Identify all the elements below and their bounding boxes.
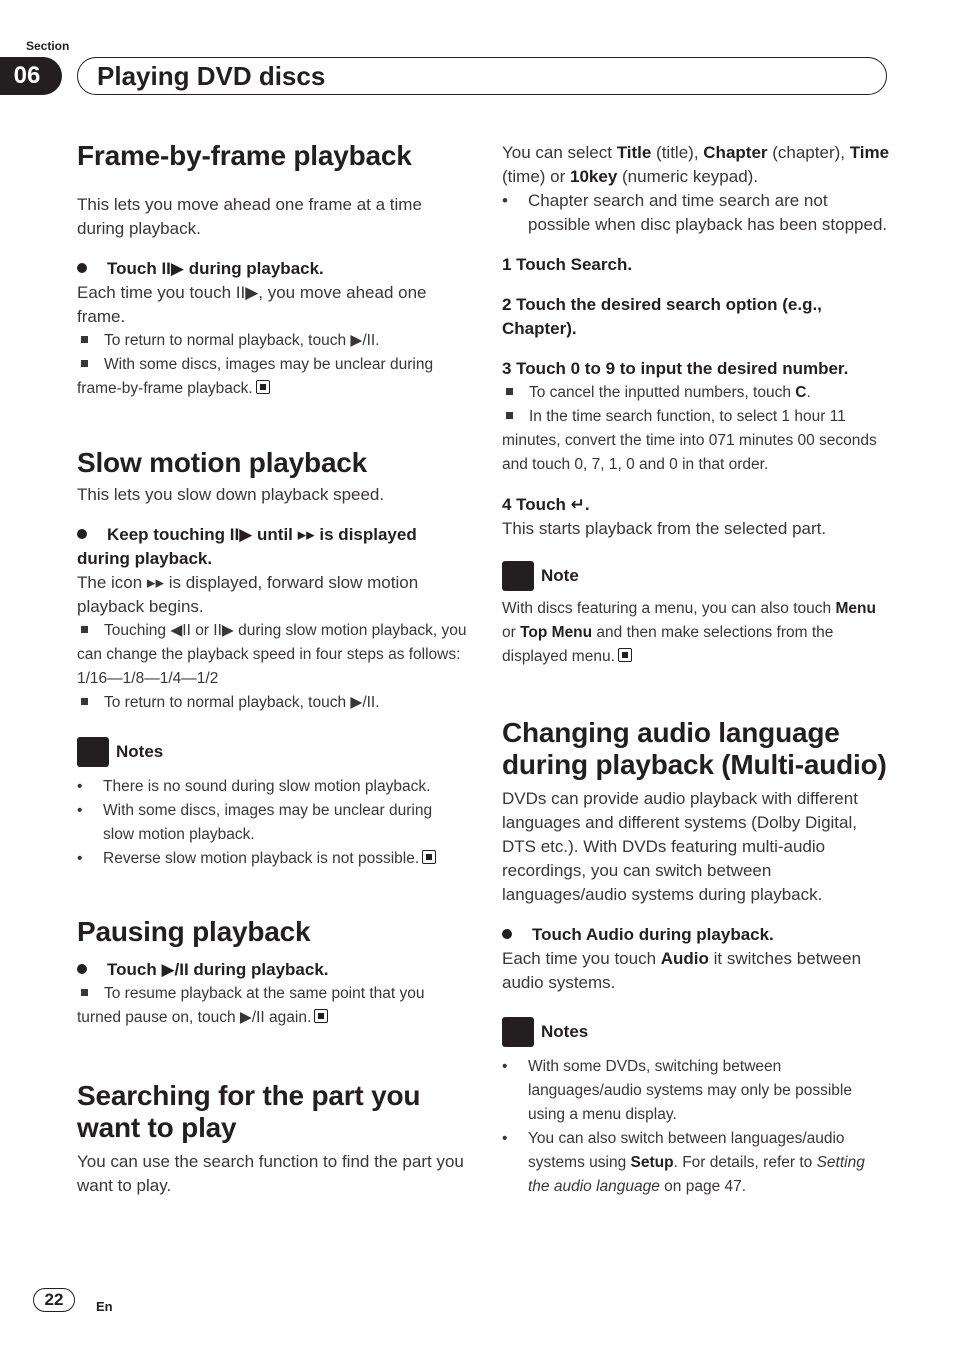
slow-desc: The icon ▸▸ is displayed, forward slow motion playback begins. xyxy=(77,573,419,616)
search-step-3: 3 Touch 0 to 9 to input the desired number. xyxy=(502,359,849,378)
end-mark-icon xyxy=(256,380,270,394)
slow-note-3: • Reverse slow motion playback is not possible. xyxy=(77,847,467,871)
search-step4-desc: This starts playback from the selected part. xyxy=(502,519,827,538)
search-step3-bullet-1: To cancel the inputted numbers, touch C. xyxy=(502,381,890,405)
search-step-2: 2 Touch the desired search option (e.g., Chapter). xyxy=(502,295,822,338)
search-note-text: With discs featuring a menu, you can also touch Menu or Top Menu and then make selections from the displayed menu. xyxy=(502,600,876,665)
bullet-icon xyxy=(77,263,87,273)
search-step-1: 1 Touch Search. xyxy=(502,255,633,274)
bullet-icon xyxy=(502,929,512,939)
language-code: En xyxy=(96,1299,113,1314)
frame-bullet-1: To return to normal playback, touch ▶/II. xyxy=(77,329,467,353)
audio-notes-header: Notes xyxy=(502,1017,890,1047)
search-step3-bullet-2: In the time search function, to select 1 hour 11 minutes, convert the time into 071 minutes 00 seconds and touch 0, 7, 1, 0 and 0 in that order. xyxy=(502,408,877,473)
section-number: 06 xyxy=(0,57,62,95)
audio-step: Touch Audio during playback. xyxy=(502,923,890,947)
end-mark-icon xyxy=(422,850,436,864)
section-label: Section xyxy=(26,39,70,53)
slow-note-2: • With some discs, images may be unclear during slow motion playback. xyxy=(77,802,433,843)
page-number: 22 xyxy=(33,1288,75,1312)
pencil-note-icon xyxy=(77,737,109,767)
audio-heading: Changing audio language during playback (Multi-audio) xyxy=(502,717,887,780)
frame-desc: Each time you touch II▶, you move ahead one frame. xyxy=(77,283,427,326)
slow-heading: Slow motion playback xyxy=(77,447,368,478)
slow-bullet-2: To return to normal playback, touch ▶/II. xyxy=(77,691,467,715)
left-column xyxy=(77,140,467,1198)
bullet-icon xyxy=(77,529,87,539)
pause-bullet-1: To resume playback at the same point that you turned pause on, touch ▶/II again. xyxy=(77,985,425,1026)
slow-notes-header: Notes xyxy=(77,737,467,767)
square-bullet-icon xyxy=(81,626,88,633)
frame-bullet-2: With some discs, images may be unclear during frame-by-frame playback. xyxy=(77,356,434,397)
slow-speeds: 1/16—1/8—1/4—1/2 xyxy=(77,670,219,687)
square-bullet-icon xyxy=(81,989,88,996)
search-heading: Searching for the part you want to play xyxy=(77,1080,421,1143)
search-note-header: Note xyxy=(502,561,890,591)
square-bullet-icon xyxy=(81,698,88,705)
pause-heading: Pausing playback xyxy=(77,916,311,947)
square-bullet-icon xyxy=(506,412,513,419)
square-bullet-icon xyxy=(81,336,88,343)
square-bullet-icon xyxy=(81,360,88,367)
audio-note-1: • With some DVDs, switching between languages/audio systems may only be possible using a menu display. xyxy=(502,1058,852,1123)
slow-intro: This lets you slow down playback speed. xyxy=(77,485,385,504)
search-step-4: 4 Touch ↵. xyxy=(502,495,590,514)
slow-step: Keep touching II▶ until ▸▸ is displayed during playback. xyxy=(77,525,417,568)
chapter-title: Playing DVD discs xyxy=(97,61,326,91)
frame-step: Touch II▶ during playback. xyxy=(77,257,467,281)
search-options: You can select Title (title), Chapter (chapter), Time (time) or 10key (numeric keypad). xyxy=(502,143,890,186)
square-bullet-icon xyxy=(506,388,513,395)
audio-note-2: • You can also switch between languages/audio systems using Setup. For details, refer to Setting the audio language on page 47. xyxy=(502,1130,865,1195)
search-intro: You can use the search function to find the part you want to play. xyxy=(77,1152,464,1195)
pencil-note-icon xyxy=(502,561,534,591)
frame-heading: Frame-by-frame playback xyxy=(77,140,412,171)
frame-intro: This lets you move ahead one frame at a time during playback. xyxy=(77,195,422,238)
slow-note-1: • There is no sound during slow motion playback. xyxy=(77,778,431,795)
pencil-note-icon xyxy=(502,1017,534,1047)
bullet-icon xyxy=(77,964,87,974)
search-dot-note: • Chapter search and time search are not possible when disc playback has been stopped. xyxy=(502,191,888,234)
pause-step: Touch ▶/II during playback. xyxy=(77,958,467,982)
end-mark-icon xyxy=(314,1009,328,1023)
audio-intro: DVDs can provide audio playback with different languages and different systems (Dolby Digital, DTS etc.). With DVDs featuring multi-audio recordings, you can switch between languages/audio systems during playback. xyxy=(502,789,858,904)
audio-desc: Each time you touch Audio it switches between audio systems. xyxy=(502,949,862,992)
slow-bullet-1: Touching ◀II or II▶ during slow motion playback, you can change the playback speed in four steps as follows: xyxy=(77,622,467,663)
right-column xyxy=(502,141,890,1199)
end-mark-icon xyxy=(618,648,632,662)
